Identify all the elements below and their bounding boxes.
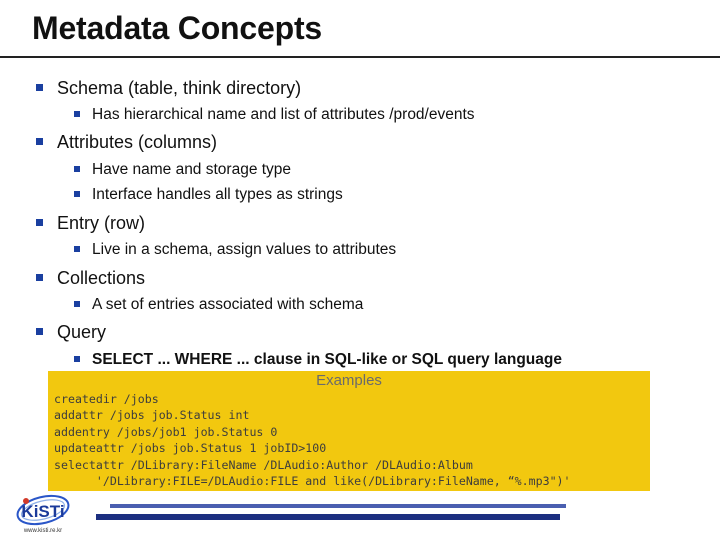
kisti-logo-icon xyxy=(12,492,74,536)
sub-bullet-entry-1 xyxy=(74,241,396,259)
square-bullet-icon xyxy=(74,191,80,197)
bullet-text: Query xyxy=(57,322,107,342)
slide-title: Metadata Concepts xyxy=(32,10,322,46)
footer-rule-light xyxy=(110,504,566,508)
square-bullet-icon xyxy=(36,138,43,145)
sub-bullet-attributes-1 xyxy=(74,161,291,179)
sub-bullet-attributes-2 xyxy=(74,186,343,204)
square-bullet-icon xyxy=(36,328,43,335)
bullet-text: Collections xyxy=(57,268,146,288)
sub-bullet-text: Interface handles all types as strings xyxy=(92,186,343,203)
square-bullet-icon xyxy=(74,301,80,307)
bullet-query xyxy=(36,322,106,343)
square-bullet-icon xyxy=(36,84,43,91)
sub-bullet-text: A set of entries associated with schema xyxy=(92,296,364,313)
sub-bullet-text: Have name and storage type xyxy=(92,161,292,178)
bullet-attributes xyxy=(36,132,217,153)
sub-bullet-query-1 xyxy=(74,351,562,369)
square-bullet-icon xyxy=(36,219,43,226)
footer-rule-dark xyxy=(96,514,560,520)
bullet-collections xyxy=(36,268,145,289)
square-bullet-icon xyxy=(74,166,80,172)
square-bullet-icon xyxy=(74,246,80,252)
logo-url: www.kisti.re.kr xyxy=(23,528,63,534)
code-line: createdir /jobs xyxy=(54,392,159,406)
sub-bullet-text: Live in a schema, assign values to attributes xyxy=(92,241,397,258)
sub-bullet-text: Has hierarchical name and list of attributes /prod/events xyxy=(92,106,475,123)
sub-bullet-schema-1 xyxy=(74,106,475,124)
code-line: addentry /jobs/job1 job.Status 0 xyxy=(54,424,278,439)
examples-code xyxy=(54,391,571,489)
code-line: '/DLibrary:FILE=/DLAudio:FILE and like(/DLibrary:FileName, “%.mp3")' xyxy=(54,474,571,489)
kisti-logo xyxy=(12,492,74,536)
title-divider xyxy=(0,56,720,58)
bullet-schema xyxy=(36,78,301,99)
bullet-text: Entry (row) xyxy=(57,213,146,233)
bullet-text: Schema (table, think directory) xyxy=(57,78,302,98)
logo-name: KiSTi xyxy=(21,502,65,521)
square-bullet-icon xyxy=(74,356,80,362)
examples-box xyxy=(48,371,650,491)
examples-title: Examples xyxy=(316,372,382,389)
bullet-text: Attributes (columns) xyxy=(57,132,218,152)
code-line: selectattr /DLibrary:FileName /DLAudio:Author /DLAudio:Album xyxy=(54,457,473,472)
bullet-entry xyxy=(36,213,145,234)
code-line: addattr /jobs job.Status int xyxy=(54,408,250,423)
square-bullet-icon xyxy=(36,274,43,281)
sub-bullet-collections-1 xyxy=(74,296,363,314)
square-bullet-icon xyxy=(74,111,80,117)
code-line: updateattr /jobs job.Status 1 jobID>100 xyxy=(54,441,327,456)
sub-bullet-text: SELECT ... WHERE ... clause in SQL-like or SQL query language xyxy=(92,351,562,368)
